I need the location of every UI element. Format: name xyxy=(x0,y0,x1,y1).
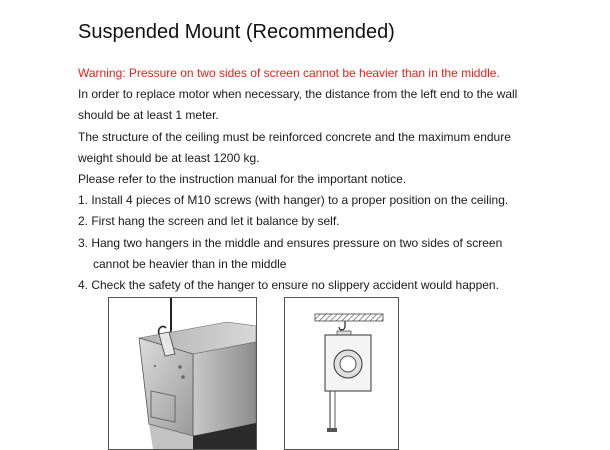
step-item-continuation: cannot be heavier than in the middle xyxy=(93,256,287,271)
hanger-3d-illustration xyxy=(108,297,257,450)
paragraph-line: Please refer to the instruction manual for the important notice. xyxy=(78,172,407,187)
paragraph-line: The structure of the ceiling must be reinforced concrete and the maximum endure xyxy=(78,129,511,144)
paragraph-line: weight should be at least 1200 kg. xyxy=(78,150,260,165)
step-item: 4. Check the safety of the hanger to ensure no slippery accident would happen. xyxy=(78,278,499,293)
instructions-text xyxy=(78,63,598,296)
warning-text: Warning: Pressure on two sides of screen cannot be heavier than in the middle. xyxy=(78,66,500,80)
step-item: 3. Hang two hangers in the middle and ensures pressure on two sides of screen xyxy=(78,235,503,250)
page-title: Suspended Mount (Recommended) xyxy=(78,21,395,43)
step-item: 2. First hang the screen and let it balance by self. xyxy=(78,214,340,229)
step-item: 1. Install 4 pieces of M10 screws (with hanger) to a proper position on the ceiling. xyxy=(78,193,509,208)
paragraph-line: should be at least 1 meter. xyxy=(78,108,219,123)
paragraph-line: In order to replace motor when necessary, the distance from the left end to the wall xyxy=(78,87,518,102)
ceiling-mount-schematic xyxy=(284,297,399,450)
